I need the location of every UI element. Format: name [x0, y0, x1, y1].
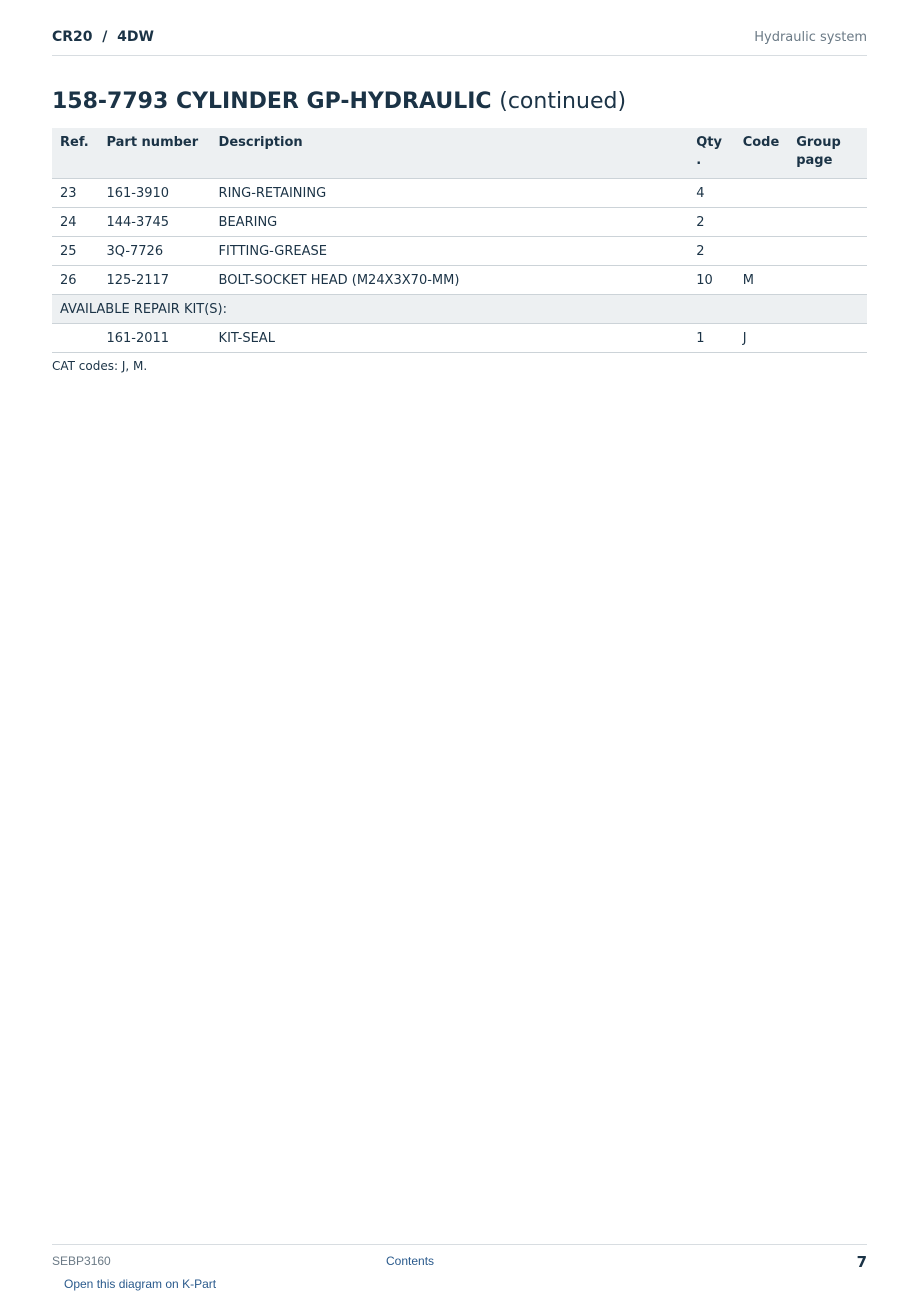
document-number: SEBP3160 [52, 1254, 111, 1268]
table-header-row [52, 128, 867, 179]
table-row [52, 179, 867, 208]
cell-qty: 10 [688, 266, 734, 295]
page-title [52, 89, 626, 114]
title-main: 158-7793 CYLINDER GP-HYDRAULIC [52, 89, 492, 114]
cell-part-number: 161-2011 [98, 324, 210, 353]
cell-part-number: 3Q-7726 [98, 237, 210, 266]
section-label: Hydraulic system [754, 30, 867, 45]
page-footer [52, 1244, 867, 1275]
cell-qty: 4 [688, 179, 734, 208]
cell-code: M [735, 266, 789, 295]
col-header-group-page: Group page [788, 128, 867, 179]
contents-link[interactable]: Contents [386, 1254, 435, 1268]
cell-description: KIT-SEAL [211, 324, 689, 353]
page-number: 7 [856, 1253, 867, 1271]
parts-table-body [52, 179, 867, 353]
cell-description: BEARING [211, 208, 689, 237]
kit-section-label: AVAILABLE REPAIR KIT(S): [52, 295, 867, 324]
cell-part-number: 125-2117 [98, 266, 210, 295]
cell-group-page [788, 324, 867, 353]
table-row [52, 208, 867, 237]
cell-part-number: 161-3910 [98, 179, 210, 208]
cell-qty: 1 [688, 324, 734, 353]
kit-section-row [52, 295, 867, 324]
parts-table [52, 128, 867, 353]
cell-code: J [735, 324, 789, 353]
col-header-part-number: Part number [98, 128, 210, 179]
cell-qty: 2 [688, 208, 734, 237]
cell-group-page [788, 208, 867, 237]
cell-ref: 25 [52, 237, 98, 266]
cell-ref: 26 [52, 266, 98, 295]
cell-qty: 2 [688, 237, 734, 266]
kpart-diagram-link[interactable]: Open this diagram on K-Part [64, 1277, 217, 1291]
cell-ref: 24 [52, 208, 98, 237]
cell-group-page [788, 266, 867, 295]
title-suffix: (continued) [499, 89, 627, 114]
cell-ref [52, 324, 98, 353]
cell-description: BOLT-SOCKET HEAD (M24X3X70-MM) [211, 266, 689, 295]
cell-group-page [788, 179, 867, 208]
cat-codes-note: CAT codes: J, M. [52, 359, 148, 373]
col-header-code: Code [735, 128, 789, 179]
cell-code [735, 237, 789, 266]
cell-group-page [788, 237, 867, 266]
cell-code [735, 208, 789, 237]
col-header-ref: Ref. [52, 128, 98, 179]
col-header-qty: Qty . [688, 128, 734, 179]
col-header-description: Description [211, 128, 689, 179]
model-label: CR20 / 4DW [52, 29, 154, 45]
cell-part-number: 144-3745 [98, 208, 210, 237]
cell-ref: 23 [52, 179, 98, 208]
page-header [52, 28, 867, 56]
table-row [52, 237, 867, 266]
cell-description: RING-RETAINING [211, 179, 689, 208]
cell-code [735, 179, 789, 208]
table-row [52, 324, 867, 353]
table-row [52, 266, 867, 295]
cell-description: FITTING-GREASE [211, 237, 689, 266]
